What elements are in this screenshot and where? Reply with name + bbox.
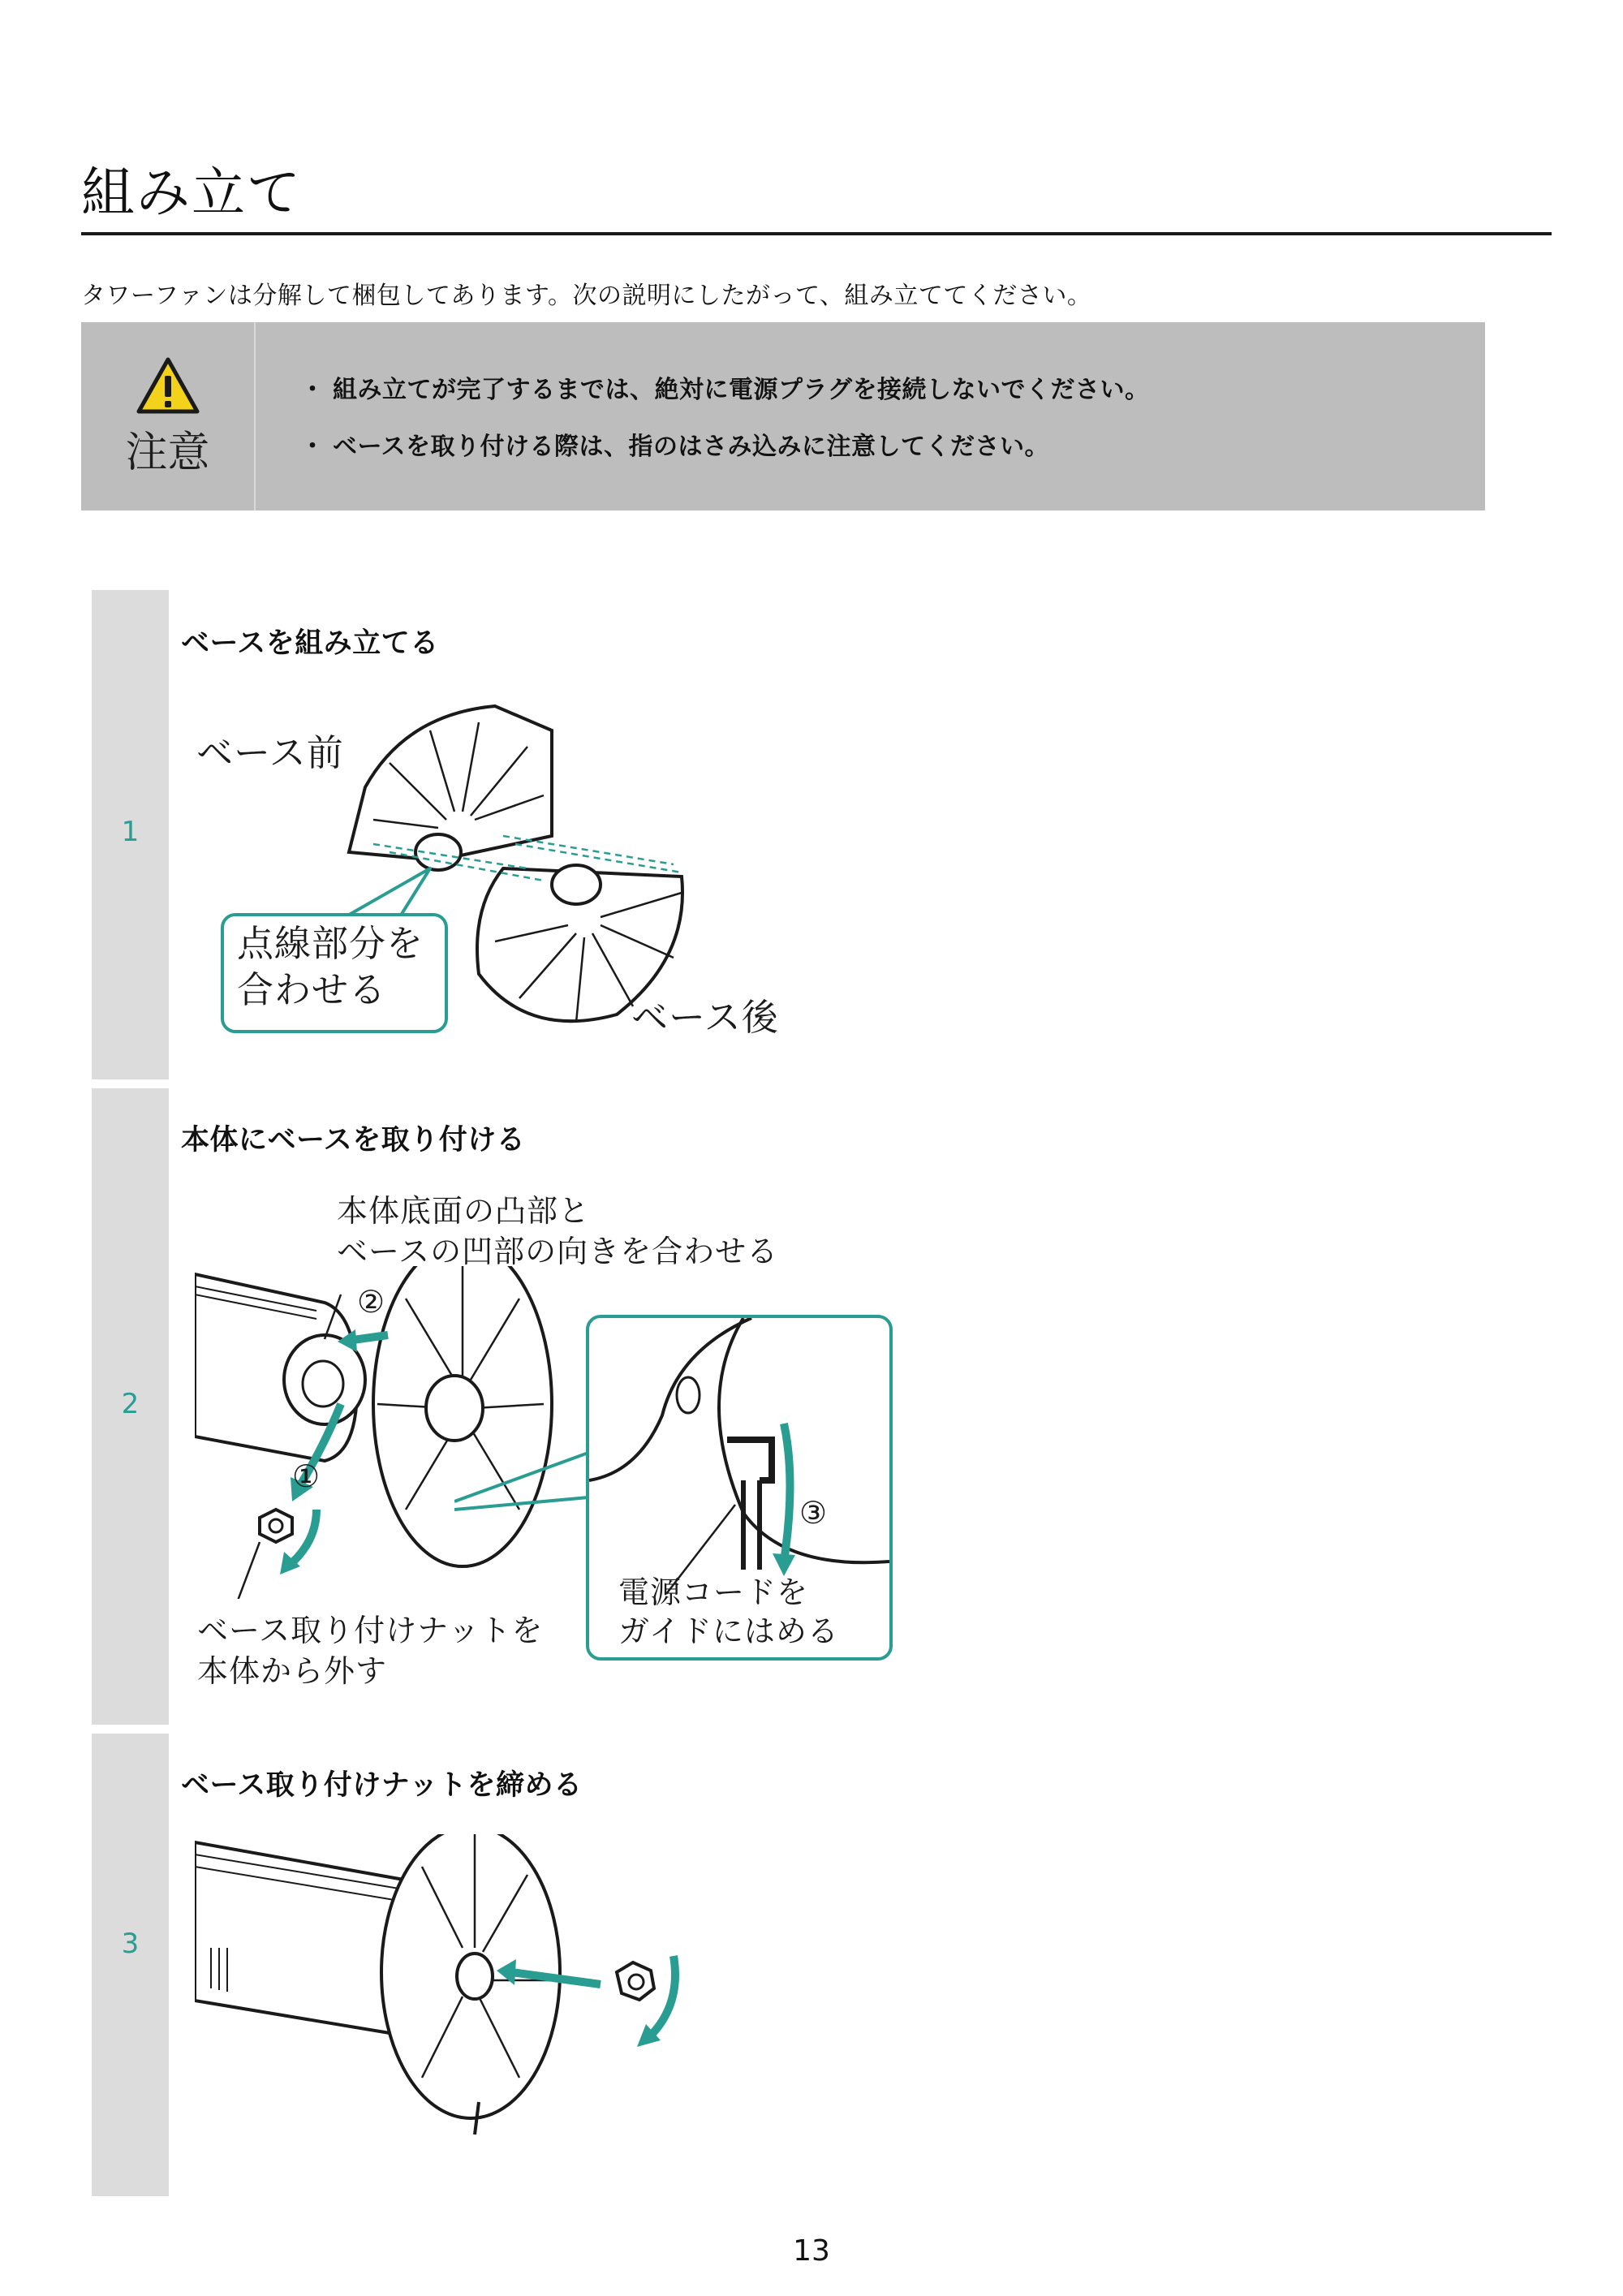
label-nut-line1: ベース取り付けナットを — [197, 1613, 544, 1648]
nut-tighten-illustration — [195, 1834, 698, 2143]
warning-triangle-icon — [136, 356, 200, 415]
label-base-back: ベース後 — [631, 996, 779, 1039]
step-number: 3 — [121, 1928, 140, 1960]
caution-item: ・ ベースを取り付ける際は、指のはさみ込みに注意してください。 — [300, 433, 1049, 461]
label-align-line2: ベースの凹部の向きを合わせる — [337, 1234, 779, 1269]
label-cord-line2: ガイドにはめる — [618, 1613, 839, 1649]
intro-text: タワーファンは分解して梱包してあります。次の説明にしたがって、組み立ててください。 — [81, 282, 1092, 310]
caution-box — [81, 322, 1485, 510]
step-number: 1 — [121, 816, 140, 848]
step-title: ベース取り付けナットを締める — [181, 1769, 583, 1802]
callout-leader-line — [454, 1445, 592, 1518]
label-base-front: ベース前 — [196, 731, 344, 774]
caution-label: 注意 — [125, 429, 210, 477]
label-align-line1: 本体底面の凸部と — [337, 1193, 591, 1229]
caution-item: ・ 組み立てが完了するまでは、絶対に電源プラグを接続しないでください。 — [300, 376, 1150, 404]
callout-text-line2: 合わせる — [237, 968, 387, 1011]
callout-text-line1: 点線部分を — [237, 922, 424, 965]
caution-item-text: 組み立てが完了するまでは、絶対に電源プラグを接続しないでください。 — [333, 376, 1150, 404]
step-title: ベースを組み立てる — [181, 627, 439, 660]
page-title: 組み立て — [81, 162, 302, 224]
label-cord-line1: 電源コードを — [618, 1574, 809, 1610]
step-title: 本体にベースを取り付ける — [181, 1124, 526, 1157]
step-number: 2 — [121, 1388, 140, 1420]
page-number: 13 — [793, 2234, 830, 2268]
marker-2: ② — [357, 1284, 386, 1320]
marker-1: ① — [292, 1458, 321, 1494]
step-band-3 — [92, 1734, 169, 2196]
marker-3: ③ — [799, 1495, 829, 1531]
title-rule — [81, 232, 1552, 235]
caution-divider — [254, 322, 256, 510]
caution-item-text: ベースを取り付ける際は、指のはさみ込みに注意してください。 — [333, 433, 1049, 461]
label-nut-line2: 本体から外す — [197, 1653, 388, 1689]
